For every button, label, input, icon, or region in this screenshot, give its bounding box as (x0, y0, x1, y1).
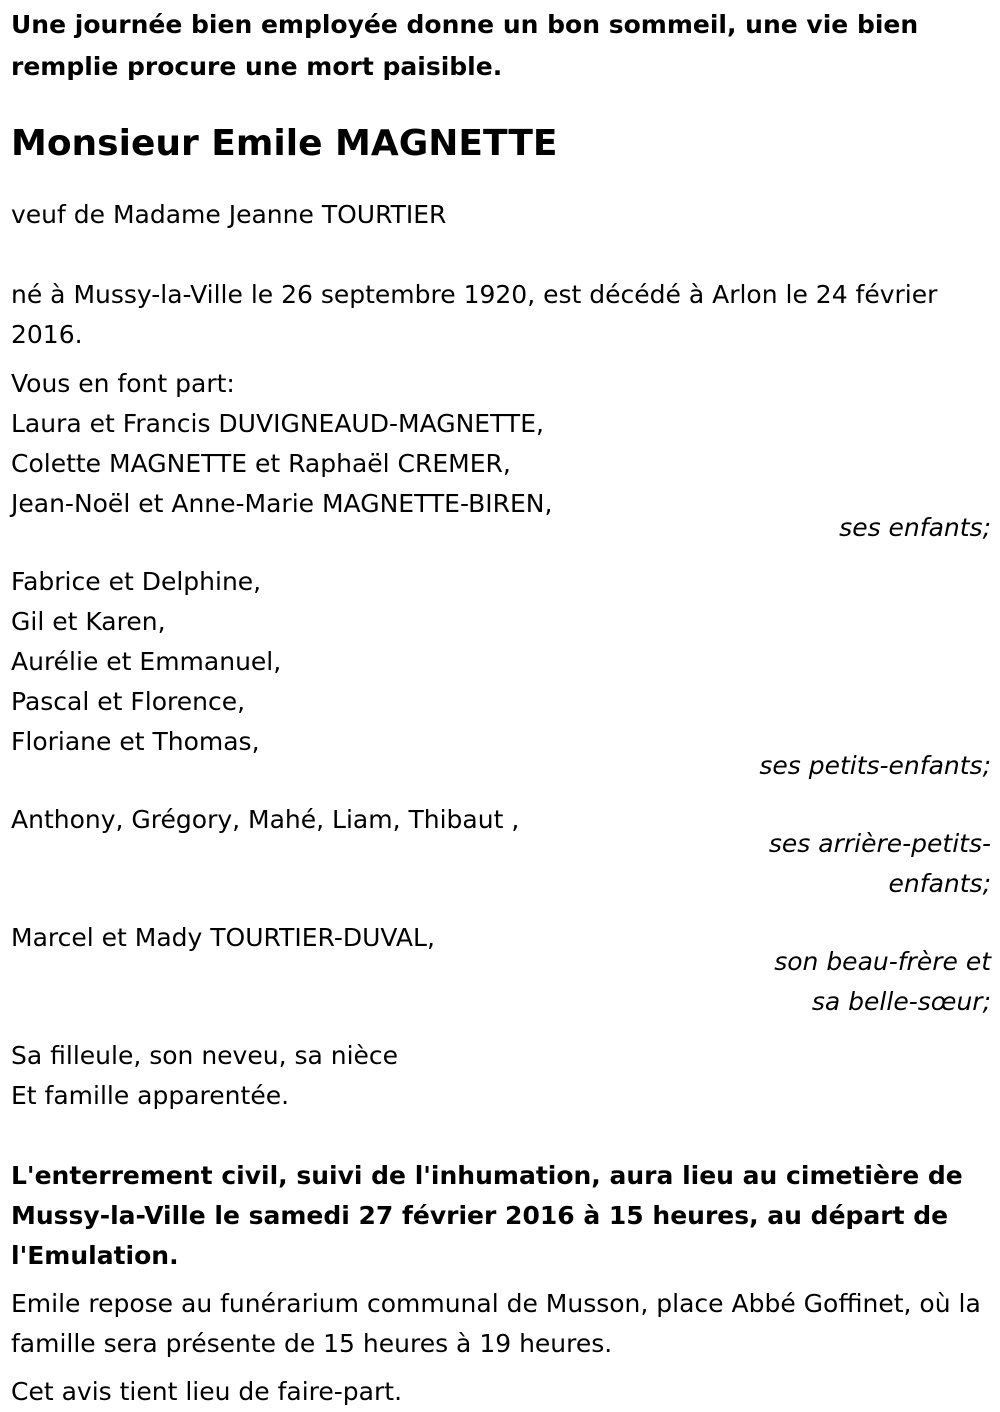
list-item: Sa filleule, son neveu, sa nièce (11, 1041, 399, 1070)
in-laws-role: son beau-frère et sa belle-sœur; (774, 947, 991, 1016)
grandchildren-list (11, 562, 991, 762)
list-item: Jean-Noël et Anne-Marie MAGNETTE-BIREN, (11, 489, 553, 518)
list-item: Et famille apparentée. (11, 1081, 290, 1110)
obituary-notice (11, 4, 991, 1412)
funeral-info: L'enterrement civil, suivi de l'inhumation, aura lieu au cimetière de Mussy-la-Ville le samedi 27 février 2016 à 15 heures, au départ de l'Emulation. (11, 1161, 963, 1270)
list-item: Gil et Karen, (11, 607, 166, 636)
announce-intro: Vous en font part: (11, 369, 235, 398)
list-item: Aurélie et Emmanuel, (11, 647, 282, 676)
great-grandchildren-role: ses arrière-petits-enfants; (768, 829, 991, 898)
opening-quote: Une journée bien employée donne un bon sommeil, une vie bien remplie procure une mort paisible. (11, 10, 919, 81)
rest-info: Emile repose au funérarium communal de Musson, place Abbé Goffinet, où la famille sera présente de 15 heures à 19 heures. (11, 1289, 981, 1358)
list-item: Colette MAGNETTE et Raphaël CREMER, (11, 449, 511, 478)
list-item: Floriane et Thomas, (11, 727, 260, 756)
deceased-name: Monsieur Emile MAGNETTE (11, 123, 558, 164)
grandchildren-role: ses petits-enfants; (759, 751, 991, 780)
list-item: Laura et Francis DUVIGNEAUD-MAGNETTE, (11, 409, 544, 438)
list-item: Fabrice et Delphine, (11, 567, 262, 596)
list-item: Marcel et Mady TOURTIER-DUVAL, (11, 923, 435, 952)
closing-note: Cet avis tient lieu de faire-part. (11, 1377, 403, 1406)
children-list (11, 404, 991, 524)
birth-death-statement: né à Mussy-la-Ville le 26 septembre 1920, est décédé à Arlon le 24 février 2016. (11, 280, 938, 349)
widow-of: veuf de Madame Jeanne TOURTIER (11, 200, 447, 229)
children-role: ses enfants; (839, 513, 991, 542)
list-item: Pascal et Florence, (11, 687, 246, 716)
list-item: Anthony, Grégory, Mahé, Liam, Thibaut , (11, 805, 520, 834)
other-family-list (11, 1036, 991, 1116)
